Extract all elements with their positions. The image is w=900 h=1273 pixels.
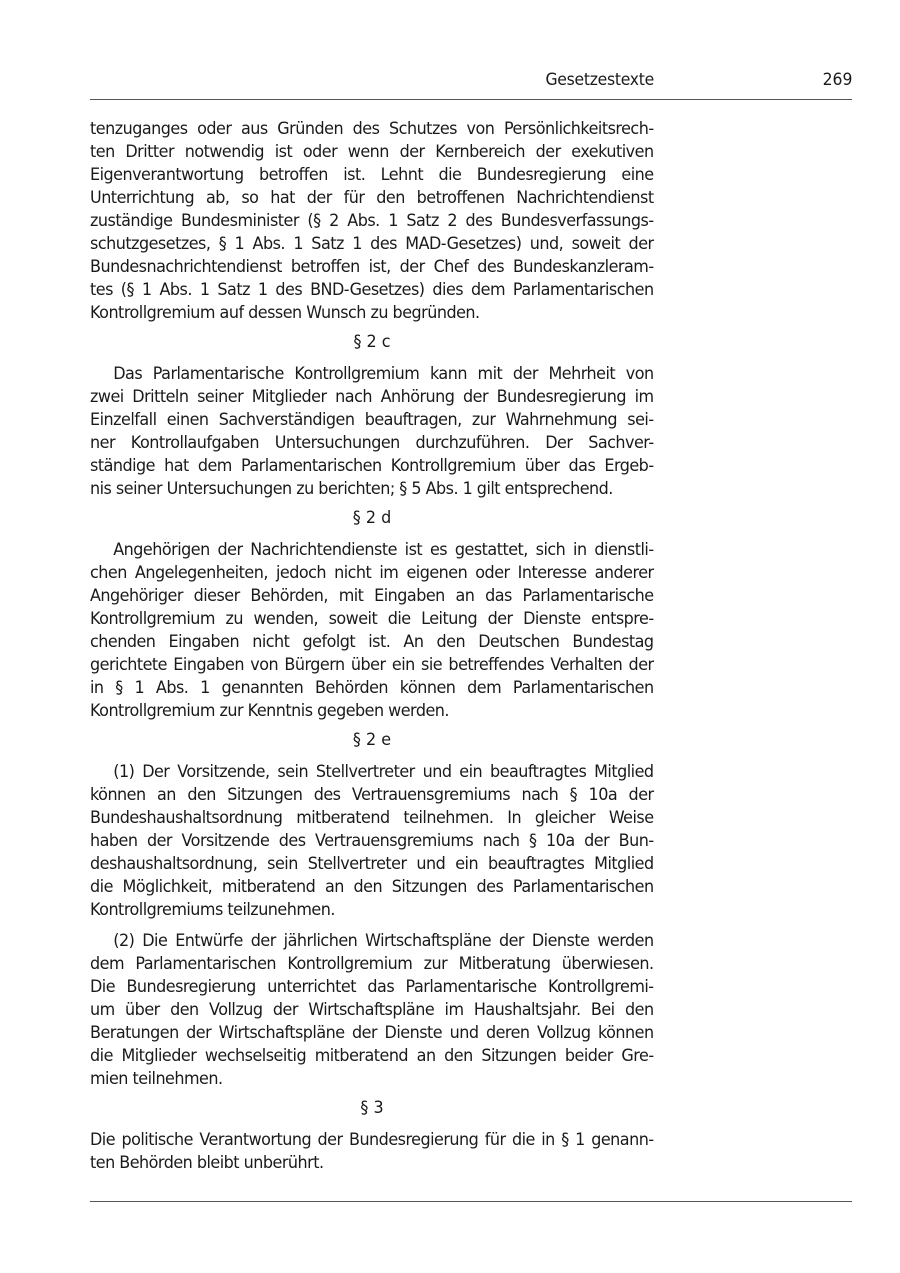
text-line: Einzelfall einen Sachverständigen beauftragen, zur Wahrnehmung sei- bbox=[90, 410, 654, 430]
paragraph-2d bbox=[90, 539, 654, 723]
paragraph-continuation bbox=[90, 118, 654, 325]
paragraph-2e-2 bbox=[90, 930, 654, 1091]
text-line: Kontrollgremium auf dessen Wunsch zu begründen. bbox=[90, 303, 480, 323]
text-line: chenden Eingaben nicht gefolgt ist. An den Deutschen Bundestag bbox=[90, 632, 654, 652]
paragraph-2e-1 bbox=[90, 761, 654, 922]
text-line: Kontrollgremium zu wenden, soweit die Leitung der Dienste entspre- bbox=[90, 609, 654, 629]
page-body bbox=[90, 118, 654, 1175]
section-heading-2e: § 2 e bbox=[352, 730, 392, 750]
section-heading-2c: § 2 c bbox=[353, 332, 391, 352]
text-line: ner Kontrollaufgaben Untersuchungen durchzuführen. Der Sachver- bbox=[90, 433, 654, 453]
text-line: Eigenverantwortung betroffen ist. Lehnt die Bundesregierung eine bbox=[90, 165, 654, 185]
text-line: können an den Sitzungen des Vertrauensgremiums nach § 10a der bbox=[90, 785, 654, 805]
text-line: tes (§ 1 Abs. 1 Satz 1 des BND-Gesetzes) dies dem Parlamentarischen bbox=[90, 280, 654, 300]
text-line: Unterrichtung ab, so hat der für den betroffenen Nachrichtendienst bbox=[90, 188, 654, 208]
text-line: ten Dritter notwendig ist oder wenn der Kernbereich der exekutiven bbox=[90, 142, 654, 162]
text-line: haben der Vorsitzende des Vertrauensgremiums nach § 10a der Bun- bbox=[90, 831, 654, 851]
section-heading-2d: § 2 d bbox=[352, 508, 392, 528]
footer-rule bbox=[90, 1201, 852, 1202]
text-line: dem Parlamentarischen Kontrollgremium zur Mitberatung überwiesen. bbox=[90, 954, 654, 974]
text-line: nis seiner Untersuchungen zu berichten; § 5 Abs. 1 gilt entsprechend. bbox=[90, 479, 613, 499]
text-line: Die politische Verantwortung der Bundesregierung für die in § 1 genann- bbox=[90, 1130, 654, 1150]
text-line: schutzgesetzes, § 1 Abs. 1 Satz 1 des MAD-Gesetzes) und, soweit der bbox=[90, 234, 654, 254]
text-line: (1) Der Vorsitzende, sein Stellvertreter und ein beauftragtes Mitglied bbox=[113, 762, 654, 782]
text-line: chen Angelegenheiten, jedoch nicht im eigenen oder Interesse anderer bbox=[90, 563, 654, 583]
paragraph-3 bbox=[90, 1129, 654, 1175]
text-line: zuständige Bundesminister (§ 2 Abs. 1 Satz 2 des Bundesverfassungs- bbox=[90, 211, 654, 231]
text-line: Kontrollgremiums teilzunehmen. bbox=[90, 900, 335, 920]
section-heading-3: § 3 bbox=[360, 1098, 384, 1118]
header-rule bbox=[90, 99, 852, 100]
text-line: um über den Vollzug der Wirtschaftspläne im Haushaltsjahr. Bei den bbox=[90, 1000, 654, 1020]
text-line: in § 1 Abs. 1 genannten Behörden können dem Parlamentarischen bbox=[90, 678, 654, 698]
text-line: Das Parlamentarische Kontrollgremium kann mit der Mehrheit von bbox=[113, 364, 654, 384]
text-line: (2) Die Entwürfe der jährlichen Wirtschaftspläne der Dienste werden bbox=[113, 931, 654, 951]
text-line: die Mitglieder wechselseitig mitberatend an den Sitzungen beider Gre- bbox=[90, 1046, 654, 1066]
running-header-title: Gesetzestexte bbox=[545, 70, 654, 90]
text-line: deshaushaltsordnung, sein Stellvertreter und ein beauftragtes Mitglied bbox=[90, 854, 654, 874]
text-line: tenzuganges oder aus Gründen des Schutzes von Persönlichkeitsrech- bbox=[90, 119, 654, 139]
text-line: Bundesnachrichtendienst betroffen ist, der Chef des Bundeskanzleram- bbox=[90, 257, 654, 277]
text-line: Beratungen der Wirtschaftspläne der Dienste und deren Vollzug können bbox=[90, 1023, 654, 1043]
paragraph-2c bbox=[90, 363, 654, 501]
running-header bbox=[90, 70, 852, 94]
text-line: ständige hat dem Parlamentarischen Kontrollgremium über das Ergeb- bbox=[90, 456, 654, 476]
text-line: Angehörigen der Nachrichtendienste ist es gestattet, sich in dienstli- bbox=[113, 540, 654, 560]
text-line: gerichtete Eingaben von Bürgern über ein sie betreffendes Verhalten der bbox=[90, 655, 654, 675]
text-line: mien teilnehmen. bbox=[90, 1069, 223, 1089]
page-number: 269 bbox=[822, 70, 852, 90]
text-line: die Möglichkeit, mitberatend an den Sitzungen des Parlamentarischen bbox=[90, 877, 654, 897]
text-line: Bundeshaushaltsordnung mitberatend teilnehmen. In gleicher Weise bbox=[90, 808, 654, 828]
text-line: Angehöriger dieser Behörden, mit Eingaben an das Parlamentarische bbox=[90, 586, 654, 606]
text-line: Kontrollgremium zur Kenntnis gegeben werden. bbox=[90, 701, 449, 721]
text-line: ten Behörden bleibt unberührt. bbox=[90, 1153, 324, 1173]
text-line: zwei Dritteln seiner Mitglieder nach Anhörung der Bundesregierung im bbox=[90, 387, 654, 407]
text-line: Die Bundesregierung unterrichtet das Parlamentarische Kontrollgremi- bbox=[90, 977, 654, 997]
